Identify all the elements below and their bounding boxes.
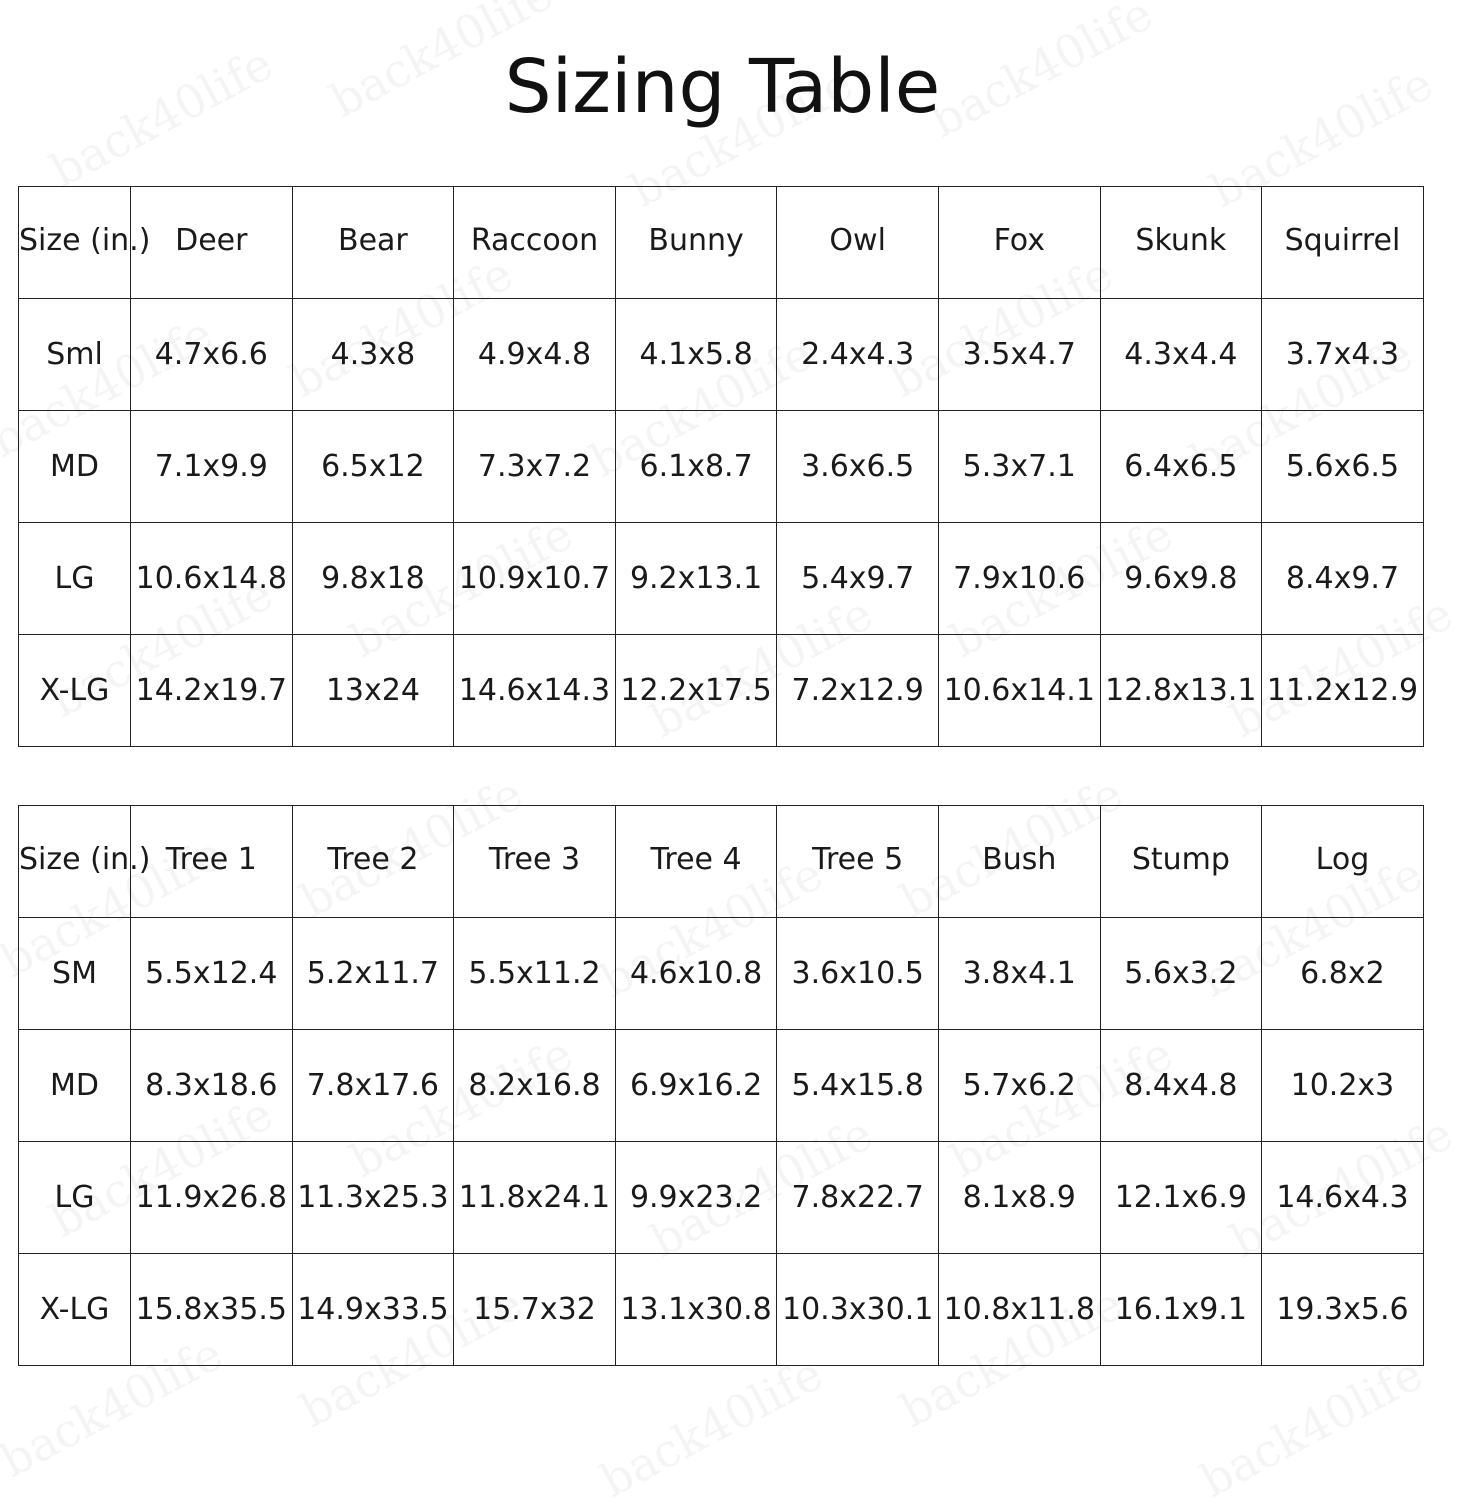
table-row [19, 1142, 1424, 1254]
table-cell: 9.8x18 [292, 523, 454, 635]
table-cell: 5.5x12.4 [131, 918, 293, 1030]
table-cell: 11.8x24.1 [454, 1142, 616, 1254]
table-header-row [19, 187, 1424, 299]
table-cell: 6.9x16.2 [615, 1030, 777, 1142]
table-cell: 7.1x9.9 [131, 411, 293, 523]
header-cell: Fox [938, 187, 1100, 299]
table-cell: 2.4x4.3 [777, 299, 939, 411]
table-row [19, 1030, 1424, 1142]
table-cell: 11.9x26.8 [131, 1142, 293, 1254]
table-cell: 7.9x10.6 [938, 523, 1100, 635]
table-cell: 3.7x4.3 [1262, 299, 1424, 411]
table-cell: 7.8x22.7 [777, 1142, 939, 1254]
watermark-logo [592, 1346, 832, 1508]
table-cell: 6.4x6.5 [1100, 411, 1262, 523]
table-cell: 6.1x8.7 [615, 411, 777, 523]
table-cell: 5.5x11.2 [454, 918, 616, 1030]
table-row [19, 635, 1424, 747]
table-cell: 4.7x6.6 [131, 299, 293, 411]
table-cell: 16.1x9.1 [1100, 1254, 1262, 1366]
table-cell: 13.1x30.8 [615, 1254, 777, 1366]
table-row [19, 918, 1424, 1030]
table-cell: 10.6x14.1 [938, 635, 1100, 747]
table-cell: 14.6x4.3 [1262, 1142, 1424, 1254]
row-size-label: X-LG [19, 1254, 131, 1366]
header-cell: Skunk [1100, 187, 1262, 299]
header-cell: Raccoon [454, 187, 616, 299]
table-cell: 10.2x3 [1262, 1030, 1424, 1142]
table-cell: 6.5x12 [292, 411, 454, 523]
header-cell: Size (in.) [19, 806, 131, 918]
row-size-label: MD [19, 1030, 131, 1142]
table-cell: 15.8x35.5 [131, 1254, 293, 1366]
table-cell: 13x24 [292, 635, 454, 747]
table-row [19, 299, 1424, 411]
table-cell: 3.8x4.1 [938, 918, 1100, 1030]
table-cell: 14.9x33.5 [292, 1254, 454, 1366]
table-cell: 4.9x4.8 [454, 299, 616, 411]
table-cell: 7.3x7.2 [454, 411, 616, 523]
table-cell: 12.2x17.5 [615, 635, 777, 747]
header-cell: Tree 5 [777, 806, 939, 918]
sizing-table-animals [18, 186, 1424, 747]
table-cell: 3.6x10.5 [777, 918, 939, 1030]
table-cell: 3.6x6.5 [777, 411, 939, 523]
table-row [19, 411, 1424, 523]
table-cell: 10.9x10.7 [454, 523, 616, 635]
table-cell: 14.2x19.7 [131, 635, 293, 747]
row-size-label: LG [19, 1142, 131, 1254]
table-header-row [19, 806, 1424, 918]
header-cell: Tree 2 [292, 806, 454, 918]
page-title: Sizing Table [504, 44, 941, 130]
table-cell: 12.1x6.9 [1100, 1142, 1262, 1254]
header-cell: Size (in.) [19, 187, 131, 299]
header-cell: Bunny [615, 187, 777, 299]
table-cell: 9.6x9.8 [1100, 523, 1262, 635]
table-cell: 10.6x14.8 [131, 523, 293, 635]
table-row [19, 523, 1424, 635]
table-cell: 8.2x16.8 [454, 1030, 616, 1142]
table-cell: 8.4x9.7 [1262, 523, 1424, 635]
table-cell: 4.6x10.8 [615, 918, 777, 1030]
sizing-table-trees [18, 805, 1424, 1366]
header-cell: Bush [938, 806, 1100, 918]
header-cell: Tree 1 [131, 806, 293, 918]
header-cell: Tree 3 [454, 806, 616, 918]
table-row [19, 1254, 1424, 1366]
table-cell: 5.4x15.8 [777, 1030, 939, 1142]
table-cell: 11.2x12.9 [1262, 635, 1424, 747]
header-cell: Deer [131, 187, 293, 299]
table-cell: 9.9x23.2 [615, 1142, 777, 1254]
row-size-label: LG [19, 523, 131, 635]
table-cell: 8.3x18.6 [131, 1030, 293, 1142]
table-cell: 11.3x25.3 [292, 1142, 454, 1254]
table-cell: 5.4x9.7 [777, 523, 939, 635]
table-cell: 14.6x14.3 [454, 635, 616, 747]
table-cell: 5.6x3.2 [1100, 918, 1262, 1030]
table-cell: 5.7x6.2 [938, 1030, 1100, 1142]
table-cell: 4.1x5.8 [615, 299, 777, 411]
table-cell: 5.6x6.5 [1262, 411, 1424, 523]
watermark-logo [1192, 1346, 1432, 1508]
table-cell: 8.4x4.8 [1100, 1030, 1262, 1142]
header-cell: Owl [777, 187, 939, 299]
table-cell: 15.7x32 [454, 1254, 616, 1366]
table-cell: 9.2x13.1 [615, 523, 777, 635]
header-cell: Stump [1100, 806, 1262, 918]
table-cell: 7.8x17.6 [292, 1030, 454, 1142]
table-cell: 5.3x7.1 [938, 411, 1100, 523]
header-cell: Squirrel [1262, 187, 1424, 299]
row-size-label: X-LG [19, 635, 131, 747]
table-cell: 7.2x12.9 [777, 635, 939, 747]
table-cell: 10.8x11.8 [938, 1254, 1100, 1366]
header-cell: Bear [292, 187, 454, 299]
header-cell: Tree 4 [615, 806, 777, 918]
table-cell: 19.3x5.6 [1262, 1254, 1424, 1366]
table-cell: 10.3x30.1 [777, 1254, 939, 1366]
table-cell: 8.1x8.9 [938, 1142, 1100, 1254]
table-cell: 4.3x8 [292, 299, 454, 411]
table-cell: 3.5x4.7 [938, 299, 1100, 411]
table-cell: 5.2x11.7 [292, 918, 454, 1030]
header-cell: Log [1262, 806, 1424, 918]
row-size-label: Sml [19, 299, 131, 411]
row-size-label: SM [19, 918, 131, 1030]
table-cell: 6.8x2 [1262, 918, 1424, 1030]
row-size-label: MD [19, 411, 131, 523]
table-cell: 12.8x13.1 [1100, 635, 1262, 747]
table-cell: 4.3x4.4 [1100, 299, 1262, 411]
